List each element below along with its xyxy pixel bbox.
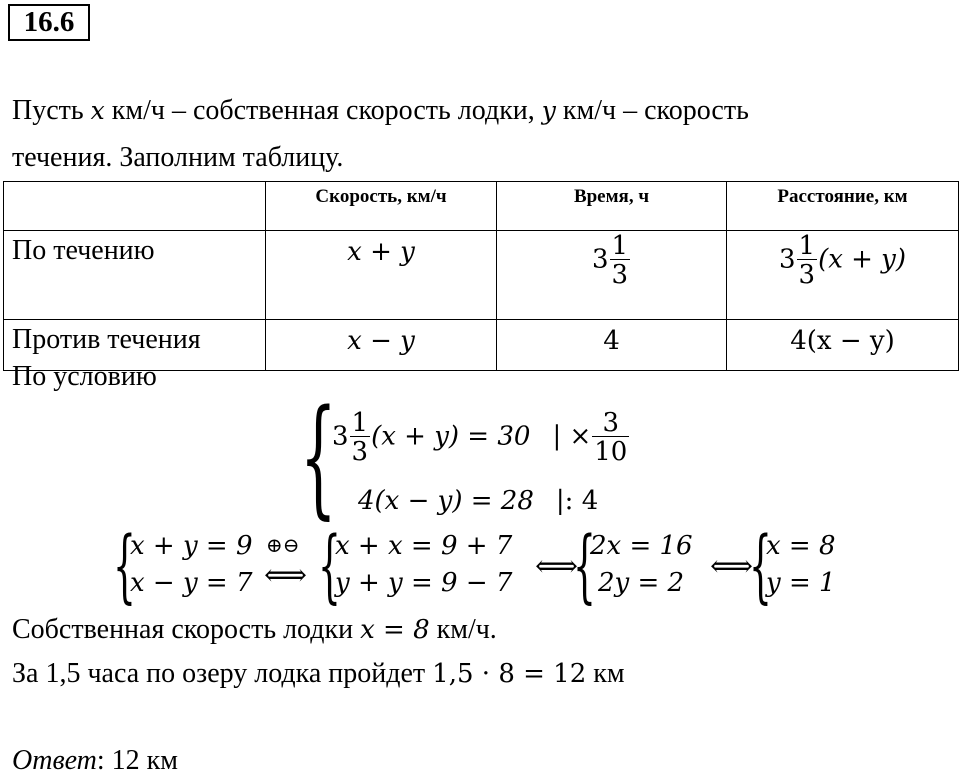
chain-s4-eq2: y = 1 (766, 568, 836, 598)
table-header-speed: Скорость, км/ч (266, 182, 497, 231)
eq1-rest: (x + y) = 30 (371, 421, 531, 452)
eq2-text: 4(x − y) = 28 (358, 486, 534, 516)
chain-equiv-1: ⟺ (264, 558, 308, 593)
data-table (3, 181, 959, 371)
cell-speed-downstream: x + y (266, 231, 497, 320)
dist-rest: (x + y) (818, 244, 907, 275)
cell-distance-upstream: 4(x − y) (727, 320, 959, 371)
chain-brace-2: { (318, 519, 341, 612)
intro-line-1 (12, 94, 749, 128)
eq1-op-numerator: 3 (602, 408, 620, 438)
eq1-whole: 3 (332, 421, 349, 452)
answer-label: Ответ (12, 745, 97, 776)
cell-time-upstream: 4 (497, 320, 727, 371)
system-brace: { (300, 383, 337, 532)
result2-math: 1,5 · 8 = 12 (432, 659, 587, 689)
eq2-operation: |: 4 (555, 486, 599, 516)
intro-part1: км/ч – собственная скорость лодки, (104, 95, 542, 126)
eq1-numerator: 1 (351, 408, 369, 438)
table-header-time: Время, ч (497, 182, 727, 231)
chain-s1-eq1: x + y = 9 (130, 531, 253, 561)
system1-eq2 (358, 486, 598, 516)
chain-s2-eq2: y + y = 9 − 7 (335, 568, 513, 598)
result-line-2 (12, 657, 625, 691)
result1-text: Собственная скорость лодки (12, 614, 361, 645)
eq1-fraction (350, 410, 371, 465)
intro-line-2: течения. Заполним таблицу. (12, 142, 344, 173)
row-label-downstream: По течению (4, 231, 266, 320)
result-line-1 (12, 613, 497, 647)
system1-eq1 (332, 410, 630, 465)
intro-part2: км/ч – скорость (555, 95, 749, 126)
result2-text: За 1,5 часа по озеру лодка пройдет (12, 658, 433, 689)
chain-brace-4: { (749, 519, 772, 612)
intro-pre: Пусть (12, 95, 91, 126)
dist-fraction (797, 233, 818, 288)
chain-equiv-2: ⟺ (535, 549, 579, 584)
result2-unit: км (586, 658, 625, 689)
chain-brace-3: { (573, 519, 596, 612)
time-numerator: 1 (611, 231, 629, 261)
answer-value: : 12 км (96, 745, 178, 776)
eq1-operation: | × (552, 421, 592, 452)
chain-s3-eq2: 2y = 2 (598, 568, 685, 598)
table-header-empty (4, 182, 266, 231)
cell-speed-upstream: x − y (266, 320, 497, 371)
dist-denominator: 3 (798, 260, 816, 290)
eq1-op-denominator: 10 (594, 437, 628, 467)
time-whole: 3 (591, 244, 609, 275)
time-denominator: 3 (611, 260, 629, 290)
eq1-denominator: 3 (351, 437, 369, 467)
dist-whole: 3 (778, 244, 796, 275)
cell-time-downstream (497, 231, 727, 320)
result1-unit: км/ч. (429, 614, 497, 645)
dist-numerator: 1 (798, 231, 816, 261)
chain-s3-eq1: 2x = 16 (590, 531, 693, 561)
table-row (4, 231, 959, 320)
problem-number: 16.6 (8, 4, 90, 41)
eq1-op-fraction (592, 410, 629, 465)
chain-s2-eq1: x + x = 9 + 7 (335, 531, 513, 561)
chain-equiv-3: ⟺ (710, 549, 754, 584)
condition-label: По условию (12, 361, 157, 392)
chain-ops: ⊕⊖ (266, 533, 300, 557)
cell-distance-downstream (727, 231, 959, 320)
time-fraction (610, 233, 631, 288)
table-header-distance: Расстояние, км (727, 182, 959, 231)
chain-s4-eq1: x = 8 (766, 531, 836, 561)
chain-brace-1: { (113, 519, 136, 612)
answer-line (12, 744, 178, 778)
chain-s1-eq2: x − y = 7 (130, 568, 253, 598)
intro-var-x: x (90, 96, 105, 125)
intro-var-y: y (541, 96, 556, 125)
row-label-upstream: Против течения (4, 320, 266, 371)
table-header-row (4, 182, 959, 231)
result1-math: x = 8 (360, 615, 430, 645)
